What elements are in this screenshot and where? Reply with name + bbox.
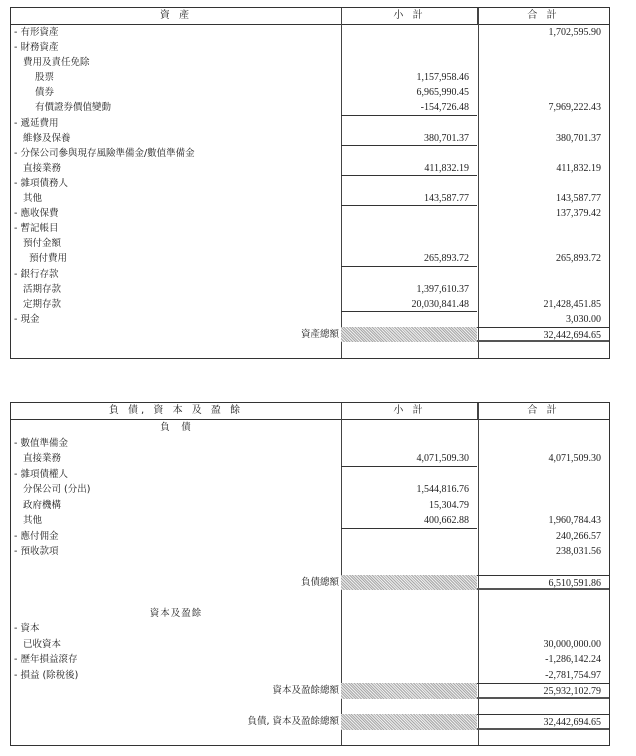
row-label: - 預收款項 (14, 546, 59, 557)
table-row (11, 25, 609, 40)
liabilities-table-header (11, 403, 609, 420)
total-value: 7,969,222.43 (548, 102, 601, 114)
table-row (11, 637, 609, 653)
row-label: - 應付佣金 (14, 530, 59, 542)
row-label: - 財務資產 (14, 42, 59, 54)
subtotal-value (341, 621, 477, 637)
table-row (11, 55, 609, 70)
total-value: 411,832.19 (556, 162, 601, 174)
row-label: 資本及盈餘 (149, 607, 203, 619)
total-value: 137,379.42 (556, 208, 601, 220)
table-row (11, 529, 609, 545)
subtotal-value (341, 544, 477, 560)
total-value: 21,428,451.85 (543, 298, 601, 310)
subtotal-value: 15,304.79 (429, 499, 469, 511)
table-row (11, 282, 609, 297)
subtotal-value (341, 420, 477, 436)
table-row (11, 116, 609, 131)
table-row (11, 206, 609, 221)
row-label: 定期存款 (23, 298, 62, 310)
assets-table-header (11, 8, 609, 25)
subtotal-value (341, 206, 477, 221)
row-label: 直接業務 (23, 453, 62, 464)
row-label: - 損益 (除稅後) (14, 669, 79, 681)
subtotal-column-header: 小 計 (341, 8, 477, 24)
total-value: 32,442,694.65 (477, 714, 609, 730)
row-label: - 分保公司參與現存風險準備金/數值準備金 (14, 147, 195, 159)
row-label: 預付金額 (23, 238, 62, 250)
total-value: 143,587.77 (556, 193, 601, 205)
subtotal-value: -154,726.48 (341, 100, 477, 115)
subtotal-value: 4,071,509.30 (341, 451, 477, 467)
subtotal-value (341, 560, 477, 575)
subtotal-value: 411,832.19 (341, 161, 477, 176)
table-row (11, 699, 609, 714)
row-label: 直接業務 (23, 162, 62, 174)
total-value (477, 236, 609, 251)
row-label: 其他 (23, 193, 43, 205)
table-row (11, 621, 609, 637)
total-value: 240,266.57 (556, 530, 601, 542)
subtotal-value (341, 327, 477, 342)
row-label: - 現金 (14, 313, 40, 325)
total-value (477, 55, 609, 70)
row-label: - 遞延費用 (14, 117, 59, 129)
table-row (11, 100, 609, 115)
row-label (11, 342, 341, 357)
subtotal-value (341, 652, 477, 668)
subtotal-value (341, 529, 477, 545)
total-value (477, 176, 609, 191)
total-value: 4,071,509.30 (548, 453, 601, 464)
row-label: 費用及責任免除 (23, 57, 90, 69)
row-label: 債券 (35, 87, 55, 99)
table-row (11, 467, 609, 483)
subtotal-value (341, 221, 477, 236)
total-value (477, 282, 609, 297)
table-row (11, 85, 609, 100)
total-value (477, 146, 609, 161)
row-label: 維修及保養 (23, 132, 71, 144)
row-label: - 銀行存款 (14, 268, 59, 280)
total-value: -1,286,142.24 (545, 654, 601, 666)
table-row (11, 590, 609, 605)
subtotal-value (341, 683, 477, 699)
subtotal-column-header: 小 計 (341, 403, 477, 419)
subtotal-value (341, 668, 477, 684)
row-label: - 應收保費 (14, 208, 59, 220)
subtotal-value (341, 730, 477, 745)
subtotal-value (341, 312, 477, 327)
subtotal-value: 380,701.37 (341, 131, 477, 146)
subtotal-value (341, 606, 477, 622)
total-value: 380,701.37 (556, 132, 601, 144)
subtotal-value (341, 55, 477, 70)
subtotal-value (341, 236, 477, 251)
table-row (11, 251, 609, 266)
table-row (11, 312, 609, 327)
total-value (477, 342, 609, 357)
total-value (477, 590, 609, 605)
assets-header-title: 資 產 (159, 10, 193, 21)
total-column-header: 合 計 (477, 8, 609, 24)
total-value (477, 482, 609, 498)
table-row (11, 221, 609, 236)
table-row (11, 606, 609, 622)
total-value (477, 116, 609, 131)
total-value (477, 420, 609, 436)
total-value: 1,702,595.90 (548, 27, 601, 38)
total-value (477, 560, 609, 575)
total-value (477, 621, 609, 637)
subtotal-value (341, 714, 477, 730)
total-value (477, 221, 609, 236)
table-row (11, 70, 609, 85)
total-value: -2,781,754.97 (545, 669, 601, 681)
total-value (477, 498, 609, 514)
subtotal-value: 1,397,610.37 (416, 283, 469, 295)
liabilities-rows (11, 420, 609, 745)
subtotal-value: 400,662.88 (341, 513, 477, 529)
table-row (11, 40, 609, 55)
table-row (11, 342, 609, 357)
row-label: - 數值準備金 (14, 437, 68, 449)
table-row (11, 176, 609, 191)
table-row (11, 544, 609, 560)
row-label (11, 590, 341, 605)
assets-rows (11, 25, 609, 358)
table-row (11, 730, 609, 745)
row-label: 政府機構 (23, 499, 62, 511)
row-label: 負債總額 (300, 576, 339, 588)
subtotal-value: 20,030,841.48 (341, 297, 477, 312)
total-value: 1,960,784.43 (548, 515, 601, 526)
row-label: 負 債 (160, 422, 192, 433)
subtotal-value: 6,965,990.45 (416, 87, 469, 99)
subtotal-value: 265,893.72 (341, 251, 477, 266)
total-value (477, 267, 609, 282)
table-row (11, 436, 609, 452)
total-row (11, 683, 609, 699)
liabilities-table (10, 402, 610, 746)
subtotal-value (341, 467, 477, 483)
table-row (11, 131, 609, 146)
subtotal-value: 1,157,958.46 (416, 72, 469, 84)
subtotal-value: 1,544,816.76 (416, 484, 469, 495)
total-row (11, 575, 609, 591)
table-row (11, 498, 609, 514)
subtotal-value (341, 436, 477, 452)
total-value: 25,932,102.79 (477, 683, 609, 699)
subtotal-value (341, 146, 477, 161)
total-row (11, 327, 609, 342)
row-label: 其他 (23, 515, 43, 526)
subtotal-value (341, 267, 477, 282)
table-row (11, 420, 609, 436)
table-row (11, 513, 609, 529)
row-label: 活期存款 (23, 283, 62, 295)
row-label: - 暫記帳目 (14, 223, 59, 235)
total-row (11, 714, 609, 730)
total-value: 30,000,000.00 (543, 638, 601, 650)
subtotal-value (341, 342, 477, 357)
total-value (477, 70, 609, 85)
row-label: 資本及盈餘總額 (272, 685, 339, 697)
subtotal-value (341, 590, 477, 605)
row-label (11, 560, 341, 575)
subtotal-value (341, 116, 477, 131)
subtotal-value (341, 176, 477, 191)
total-value: 265,893.72 (556, 253, 601, 265)
table-row (11, 668, 609, 684)
total-column-header: 合 計 (477, 403, 609, 419)
subtotal-value (341, 575, 477, 591)
table-row (11, 146, 609, 161)
total-value: 32,442,694.65 (477, 327, 609, 342)
row-label (11, 699, 341, 714)
row-label: - 雜項債權人 (14, 468, 68, 480)
table-row (11, 652, 609, 668)
total-value (477, 40, 609, 55)
liabilities-header-title: 負 債, 資 本 及 盈 餘 (108, 405, 244, 416)
subtotal-value (341, 25, 477, 40)
row-label: 資產總額 (300, 328, 339, 340)
subtotal-value (341, 699, 477, 714)
row-label: 有價證券價值變動 (35, 102, 112, 114)
table-row (11, 482, 609, 498)
total-value (477, 730, 609, 745)
assets-table (10, 7, 610, 359)
row-label: 負債, 資本及盈餘總額 (247, 716, 339, 728)
row-label: 股票 (35, 72, 55, 84)
subtotal-value (341, 40, 477, 55)
subtotal-value: 143,587.77 (341, 191, 477, 206)
total-value: 238,031.56 (556, 546, 601, 557)
table-row (11, 191, 609, 206)
row-label: 分保公司 (分出) (23, 484, 91, 495)
row-label: - 資本 (14, 623, 40, 635)
row-label: 預付費用 (29, 253, 68, 265)
total-value (477, 436, 609, 452)
table-row (11, 161, 609, 176)
table-row (11, 451, 609, 467)
row-label: - 歷年損益滾存 (14, 654, 78, 666)
total-value: 3,030.00 (566, 313, 601, 325)
total-value (477, 467, 609, 483)
table-row (11, 236, 609, 251)
total-value: 6,510,591.86 (477, 575, 609, 591)
total-value (477, 606, 609, 622)
subtotal-value (341, 637, 477, 653)
table-row (11, 297, 609, 312)
row-label: - 雜項債務人 (14, 177, 68, 189)
row-label: 已收資本 (23, 638, 62, 650)
row-label (11, 730, 341, 745)
total-value (477, 699, 609, 714)
table-row (11, 560, 609, 575)
row-label: - 有形資產 (14, 27, 59, 38)
table-row (11, 267, 609, 282)
total-value (477, 85, 609, 100)
